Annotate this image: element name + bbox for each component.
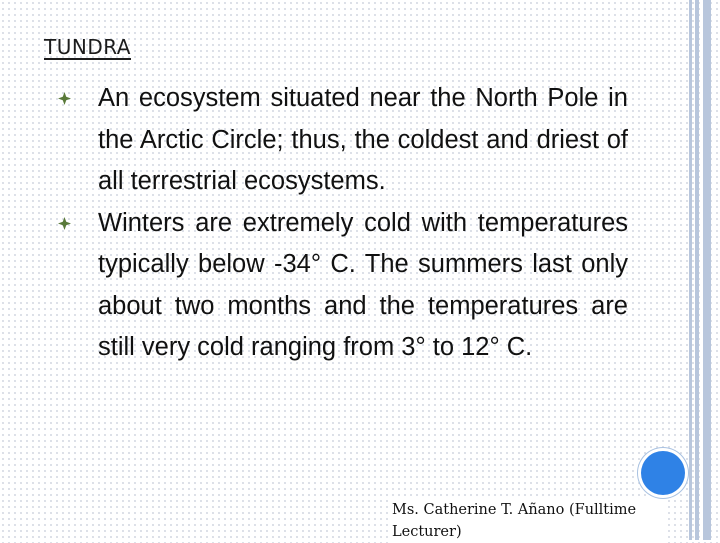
bullet-text: An ecosystem situated near the North Pole in the Arctic Circle; thus, the coldest and driest of all terrestrial ecosystems. [98, 84, 628, 195]
bullet-list [58, 78, 628, 369]
slide-title: TUNDRA [44, 35, 131, 59]
bullet-item [58, 78, 628, 203]
border-stripe-medium [695, 0, 699, 540]
bullet-text: Winters are extremely cold with temperatures typically below -34° C. The summers last only about two months and the temperatures are still very cold ranging from 3° to 12° C. [98, 208, 628, 361]
bullet-item [58, 203, 628, 369]
diamond-bullet-icon [58, 217, 71, 230]
border-stripe-wide [703, 0, 711, 540]
author-credit: Ms. Catherine T. Añano (Fulltime Lecturer) [392, 499, 667, 543]
decorative-circle [641, 451, 685, 495]
diamond-bullet-icon [58, 92, 71, 105]
border-stripe-thin [689, 0, 692, 540]
